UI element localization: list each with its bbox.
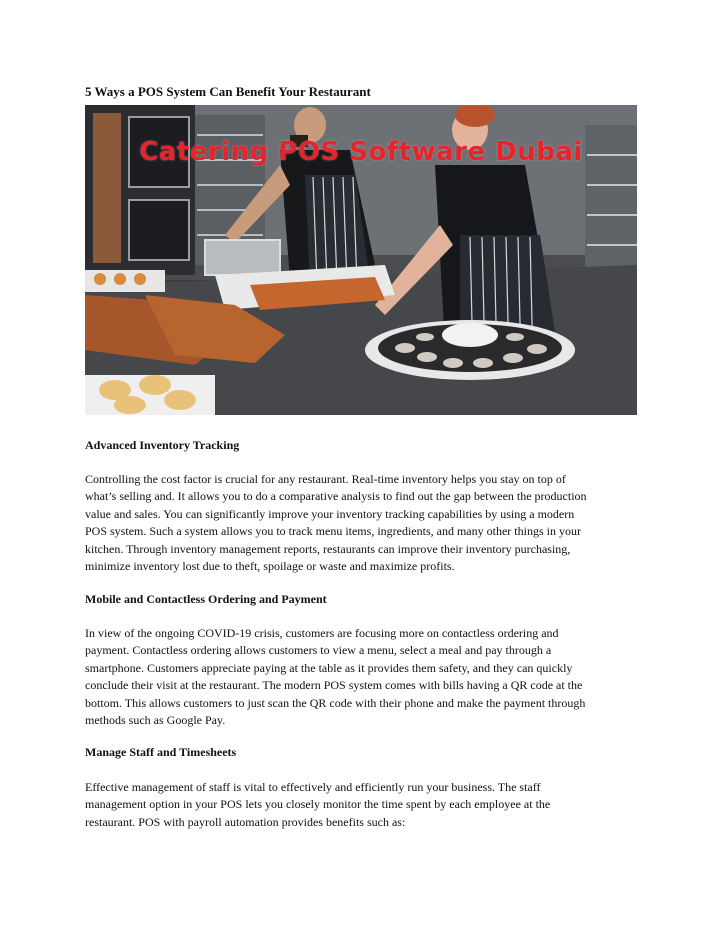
paragraph-line: payment. Contactless ordering allows customers to view a menu, select a meal and pay through a bbox=[85, 643, 552, 658]
page-title: 5 Ways a POS System Can Benefit Your Restaurant bbox=[85, 84, 371, 99]
paragraph-line: what’s selling and. It allows you to do a comparative analysis to find out the gap between the production bbox=[85, 489, 587, 504]
section-heading-mobile-ordering: Mobile and Contactless Ordering and Payment bbox=[85, 592, 327, 606]
paragraph-line: methods such as Google Pay. bbox=[85, 713, 226, 728]
paragraph-line: Effective management of staff is vital to effectively and efficiently run your business. The staff bbox=[85, 780, 541, 794]
section-paragraph-inventory bbox=[85, 471, 630, 575]
section-heading-staff: Manage Staff and Timesheets bbox=[85, 745, 237, 759]
paragraph-line: management option in your POS lets you closely monitor the time spent by each employee at the bbox=[85, 797, 551, 812]
paragraph-line: kitchen. Through inventory management reports, restaurants can improve their inventory purchasing, bbox=[85, 541, 571, 556]
hero-caption: Catering POS Software Dubai bbox=[139, 137, 583, 167]
paragraph-line: Controlling the cost factor is crucial for any restaurant. Real-time inventory helps you stay on top of bbox=[85, 472, 566, 486]
paragraph-line: value and sales. You can significantly improve your inventory tracking capabilities by using a modern bbox=[85, 506, 575, 521]
paragraph-line: In view of the ongoing COVID-19 crisis, customers are focusing more on contactless ordering and bbox=[85, 626, 559, 640]
paragraph-line: smartphone. Customers appreciate paying at the table as it provides them safety, and they can quickly bbox=[85, 660, 573, 675]
hero-image bbox=[85, 105, 637, 415]
section-paragraph-mobile-ordering bbox=[85, 625, 630, 729]
paragraph-line: bottom. This allows customers to just scan the QR code with their phone and make the payment through bbox=[85, 695, 586, 710]
paragraph-line: POS system. Such a system allows you to track menu items, ingredients, and many other things in your bbox=[85, 524, 581, 539]
paragraph-line: minimize inventory lost due to theft, spoilage or waste and maximize profits. bbox=[85, 559, 455, 574]
paragraph-line: conclude their visit at the restaurant. The modern POS system comes with bills having a QR code at the bbox=[85, 678, 583, 693]
paragraph-line: restaurant. POS with payroll automation provides benefits such as: bbox=[85, 814, 406, 829]
section-heading-inventory: Advanced Inventory Tracking bbox=[85, 438, 240, 452]
section-paragraph-staff bbox=[85, 779, 630, 831]
